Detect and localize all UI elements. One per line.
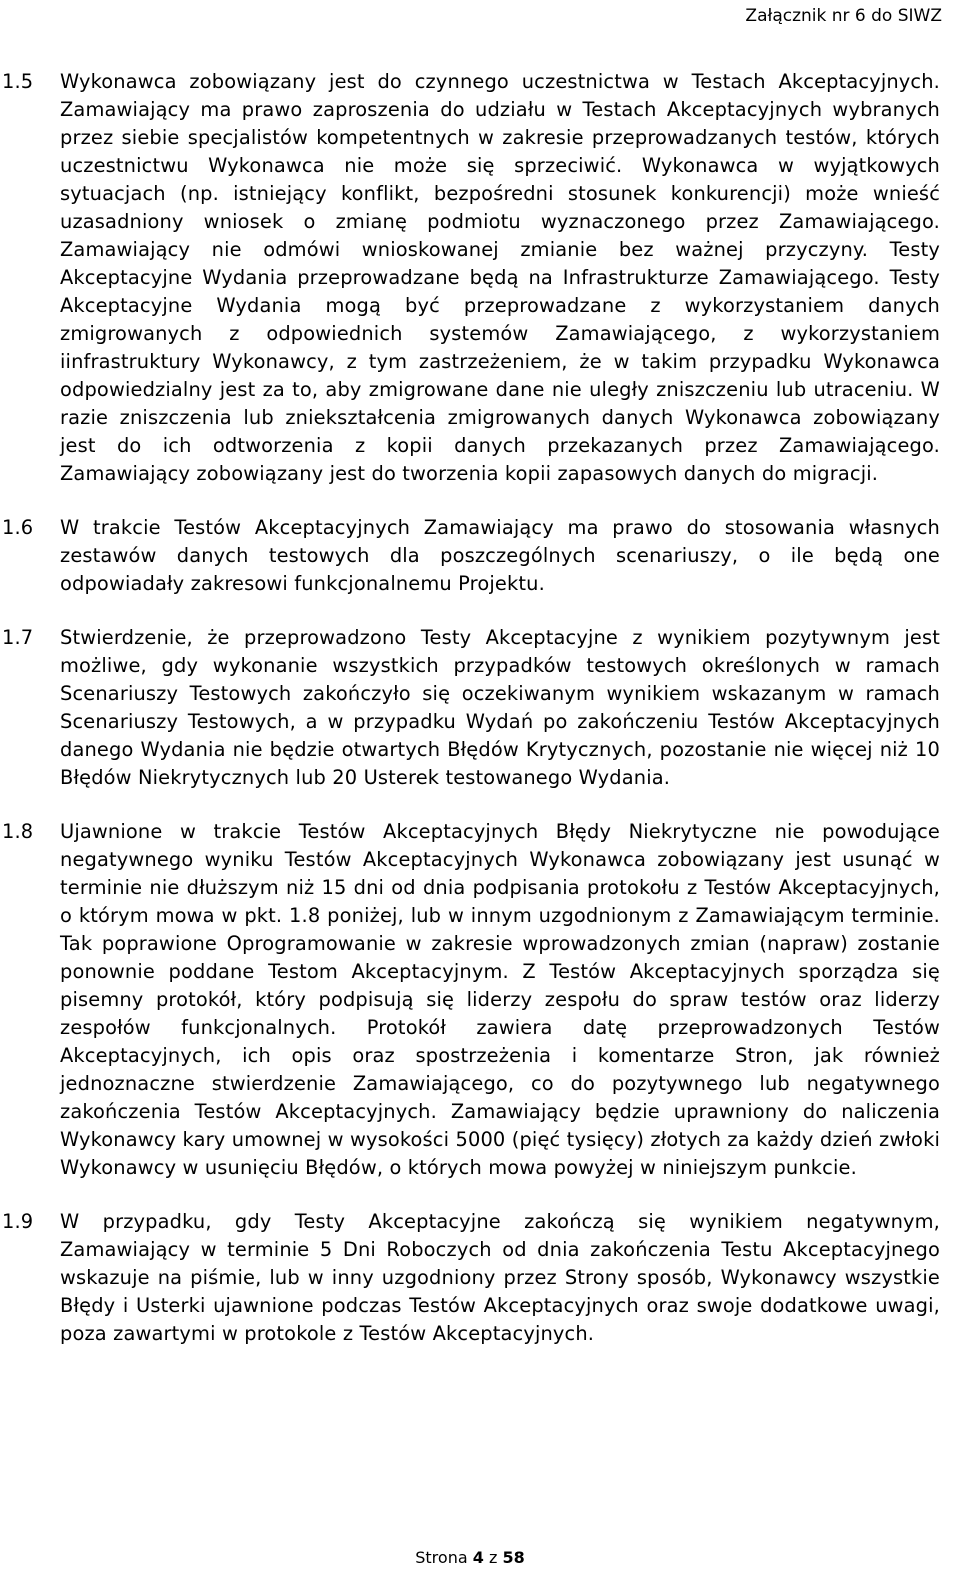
current-page-number: 4 [472,1548,484,1567]
section-text: Wykonawca zobowiązany jest do czynnego uczestnictwa w Testach Akceptacyjnych. Zamawiający ma prawo zaproszenia do udziału w Testach Akceptacyjnych wybranych przez siebie specjalistów kompetentnych w zakresie przeprowadzanych testów, których uczestnictwu Wykonawca nie może się sprzeciwić. Wykonawca w wyjątkowych sytuacjach (np. istniejący konflikt, bezpośredni stosunek konkurencji) może wnieść uzasadniony wniosek o zmianę podmiotu wyznaczonego przez Zamawiającego. Zamawiający nie odmówi wnioskowanej zmianie bez ważnej przyczyny. Testy Akceptacyjne Wydania przeprowadzane będą na Infrastrukturze Zamawiającego. Testy Akceptacyjne Wydania mogą być przeprowadzane z wykorzystaniem danych zmigrowanych z odpowiednich systemów Zamawiającego, z wykorzystaniem iinfrastruktury Wykonawcy, z tym zastrzeżeniem, że w takim przypadku Wykonawca odpowiedzialny jest za to, aby zmigrowane dane nie uległy zniszczeniu lub utraceniu. W razie zniszczenia lub zniekształcenia zmigrowanych danych Wykonawca zobowiązany jest do ich odtworzenia z kopii danych przekazanych przez Zamawiającego. Zamawiający zobowiązany jest do tworzenia kopii zapasowych danych do migracji. [60,70,940,485]
section-text: Stwierdzenie, że przeprowadzono Testy Akceptacyjne z wynikiem pozytywnym jest możliwe, gdy wykonanie wszystkich przypadków testowych określonych w ramach Scenariuszy Testowych zakończyło się oczekiwanym wynikiem wskazanym w ramach Scenariuszy Testowych, a w przypadku Wydań po zakończeniu Testów Akceptacyjnych danego Wydania nie będzie otwartych Błędów Krytycznych, pozostanie nie więcej niż 10 Błędów Niekrytycznych lub 20 Usterek testowanego Wydania. [60,626,940,789]
section-number: 1.5 [2,70,34,93]
page-separator: z [488,1548,498,1567]
section-1-5 [2,68,940,488]
section-text: Ujawnione w trakcie Testów Akceptacyjnych Błędy Niekrytyczne nie powodujące negatywnego wyniku Testów Akceptacyjnych Wykonawca zobowiązany jest usunąć w terminie nie dłuższym niż 15 dni od dnia podpisania protokołu z Testów Akceptacyjnych, o którym mowa w pkt. 1.8 poniżej, lub w innym uzgodnionym z Zamawiającym terminie. Tak poprawione Oprogramowanie w zakresie wprowadzonych zmian (napraw) zostanie ponownie poddane Testom Akceptacyjnym. Z Testów Akceptacyjnych sporządza się pisemny protokół, który podpisują się liderzy zespołu do spraw testów oraz liderzy zespołów funkcjonalnych. Protokół zawiera datę przeprowadzonych Testów Akceptacyjnych, ich opis oraz spostrzeżenia i komentarze Stron, jak również jednoznaczne stwierdzenie Zamawiającego, co do pozytywnego lub negatywnego zakończenia Testów Akceptacyjnych. Zamawiający będzie uprawniony do naliczenia Wykonawcy kary umownej w wysokości 5000 (pięć tysięcy) złotych za każdy dzień zwłoki Wykonawcy w usunięciu Błędów, o których mowa powyżej w niniejszym punkcie. [60,820,940,1179]
section-number: 1.8 [2,820,34,843]
section-number: 1.7 [2,626,34,649]
page-footer [0,1548,940,1567]
section-text: W trakcie Testów Akceptacyjnych Zamawiający ma prawo do stosowania własnych zestawów danych testowych dla poszczególnych scenariuszy, o ile będą one odpowiadały zakresowi funkcjonalnemu Projektu. [60,516,940,595]
document-body [2,68,940,1374]
section-1-9 [2,1208,940,1348]
section-1-8 [2,818,940,1182]
section-1-7 [2,624,940,792]
page-label: Strona [415,1548,468,1567]
attachment-header: Załącznik nr 6 do SIWZ [745,6,942,26]
section-1-6 [2,514,940,598]
section-text: W przypadku, gdy Testy Akceptacyjne zakończą się wynikiem negatywnym, Zamawiający w terminie 5 Dni Roboczych od dnia zakończenia Testu Akceptacyjnego wskazuje na piśmie, lub w inny uzgodniony przez Strony sposób, Wykonawcy wszystkie Błędy i Usterki ujawnione podczas Testów Akceptacyjnych oraz swoje dodatkowe uwagi, poza zawartymi w protokole z Testów Akceptacyjnych. [60,1210,940,1345]
section-number: 1.6 [2,516,34,539]
total-pages-number: 58 [502,1548,525,1567]
section-number: 1.9 [2,1210,34,1233]
